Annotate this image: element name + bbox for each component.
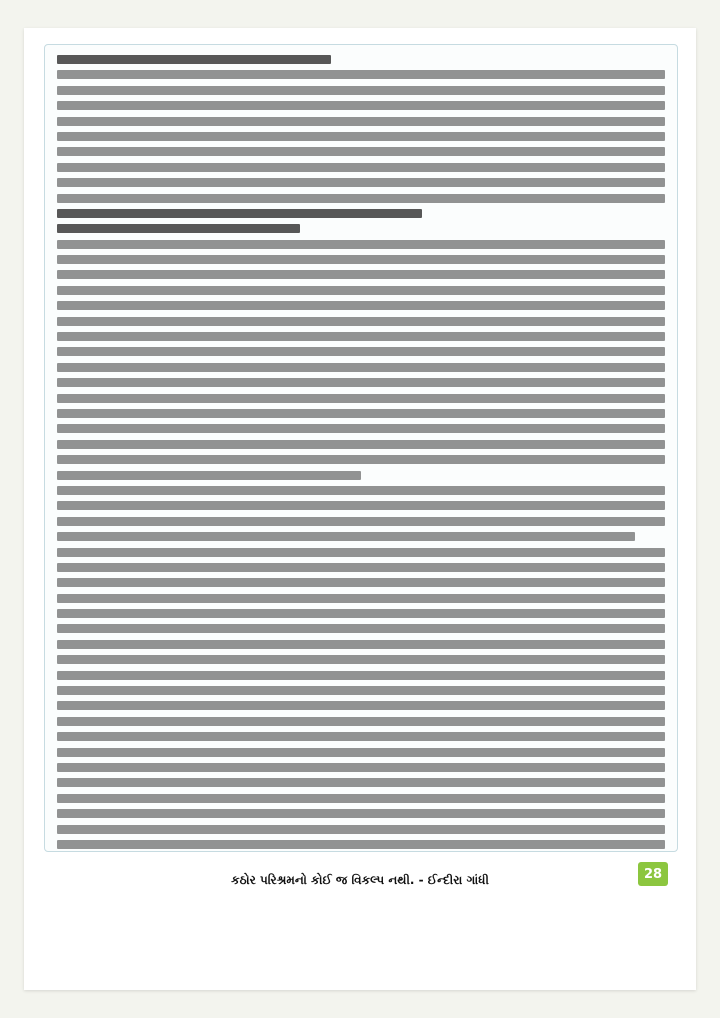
text-line	[57, 717, 665, 726]
text-line	[57, 286, 665, 295]
text-line	[57, 424, 665, 433]
text-line	[57, 794, 665, 803]
text-line	[57, 86, 665, 95]
text-line	[57, 270, 665, 279]
text-line	[57, 301, 665, 310]
text-line	[57, 486, 665, 495]
text-line	[57, 640, 665, 649]
text-line	[57, 548, 665, 557]
text-line	[57, 132, 665, 141]
text-line	[57, 701, 665, 710]
text-line	[57, 455, 665, 464]
text-line	[57, 101, 665, 110]
text-line	[57, 332, 665, 341]
text-line	[57, 117, 665, 126]
text-line	[57, 532, 635, 541]
text-line	[57, 378, 665, 387]
text-line	[57, 748, 665, 757]
text-line	[57, 563, 665, 572]
text-line	[57, 825, 665, 834]
text-line	[57, 778, 665, 787]
text-line	[57, 209, 422, 218]
text-line	[57, 317, 665, 326]
text-line	[57, 70, 665, 79]
text-line	[57, 163, 665, 172]
text-line	[57, 240, 665, 249]
text-line	[57, 655, 665, 664]
text-line	[57, 609, 665, 618]
text-line	[57, 194, 665, 203]
text-line	[57, 594, 665, 603]
text-line	[57, 471, 361, 480]
text-line	[57, 363, 665, 372]
text-line	[57, 224, 300, 233]
text-line	[57, 686, 665, 695]
text-line	[57, 440, 665, 449]
text-line	[57, 501, 665, 510]
text-line	[57, 671, 665, 680]
text-line	[57, 347, 665, 356]
text-line	[57, 732, 665, 741]
page-number-badge: 28	[638, 862, 668, 886]
text-line	[57, 624, 665, 633]
text-line	[57, 409, 665, 418]
text-line	[57, 763, 665, 772]
text-line	[57, 517, 665, 526]
article-text-lines	[57, 55, 665, 852]
text-line	[57, 840, 665, 849]
text-line	[57, 178, 665, 187]
footer-quote: કઠોર પરિશ્રમનો કોઈ જ વિકલ્પ નથી. - ઈન્દીરા ગાંધી	[231, 873, 489, 887]
article-body	[44, 44, 678, 852]
text-line	[57, 147, 665, 156]
text-line	[57, 255, 665, 264]
text-line	[57, 578, 665, 587]
text-line	[57, 809, 665, 818]
text-line	[57, 394, 665, 403]
text-line	[57, 55, 331, 64]
